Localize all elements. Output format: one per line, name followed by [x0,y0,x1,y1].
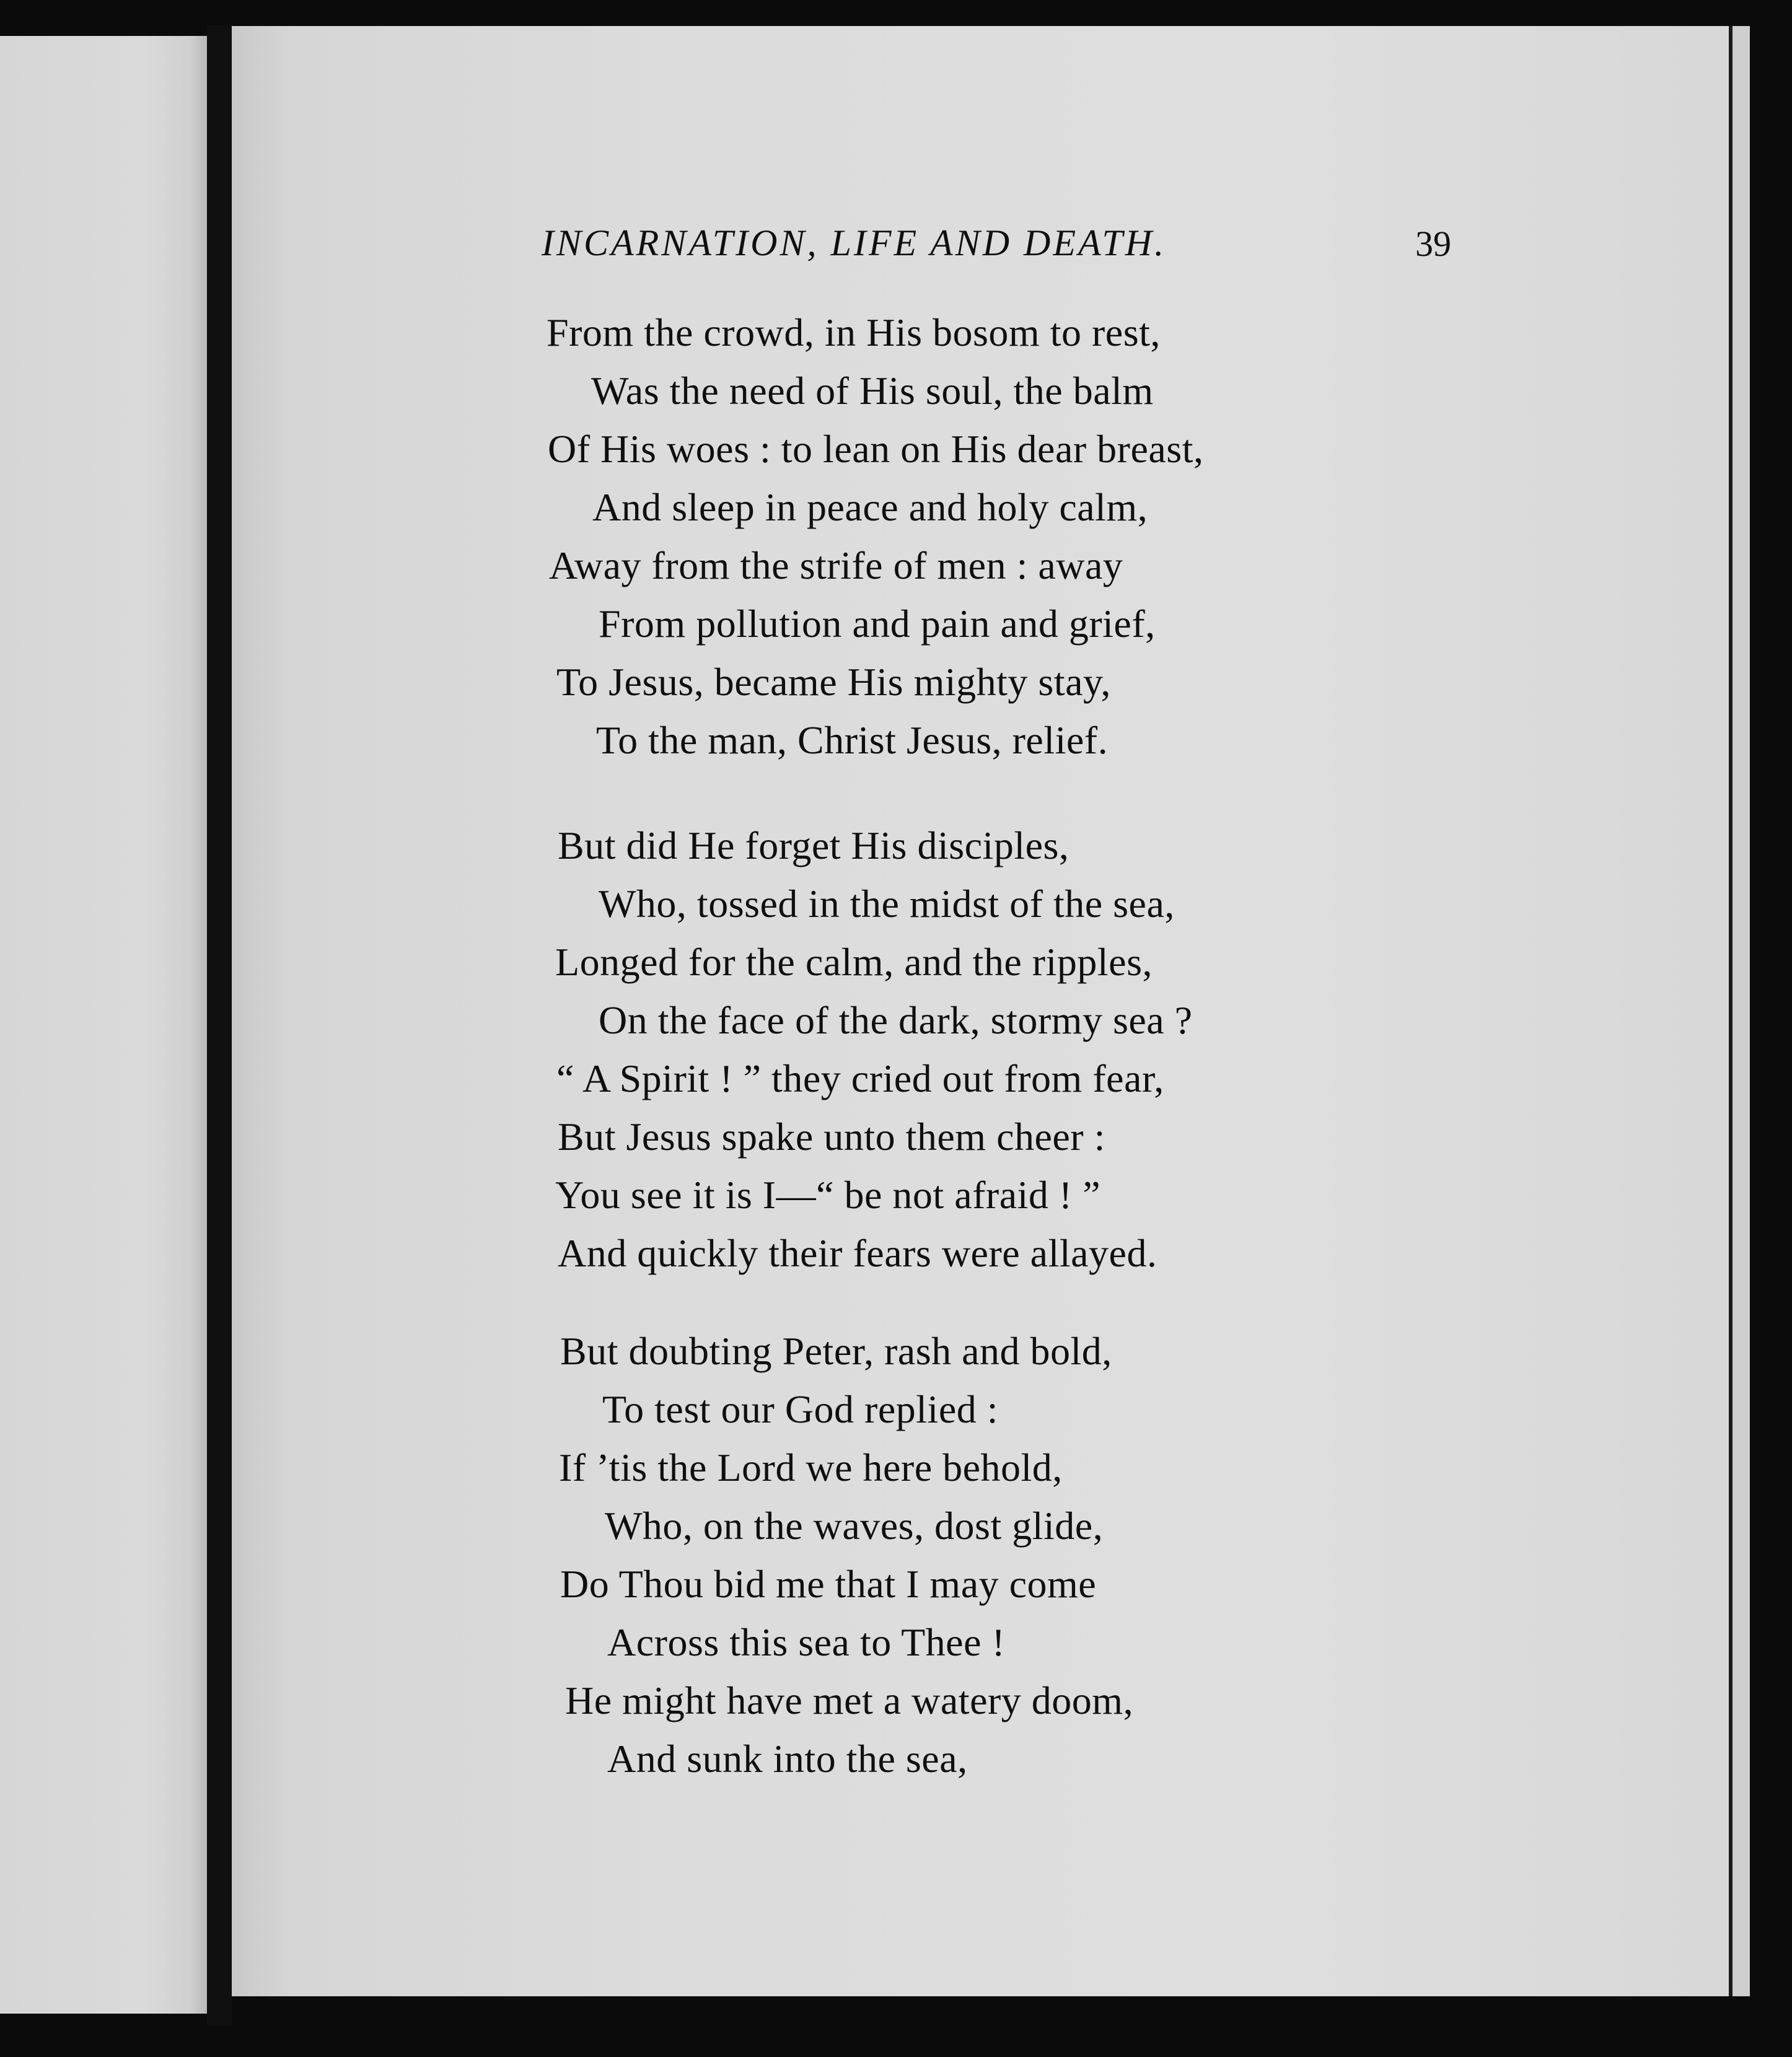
verse-line: To test our God replied : [602,1387,998,1431]
verse-line: But did He forget His disciples, [558,823,1069,867]
verse-line: If ’tis the Lord we here behold, [559,1445,1063,1489]
verse-line: Longed for the calm, and the ripples, [555,940,1153,984]
verse-line: Of His woes : to lean on His dear breast, [548,427,1204,471]
verse-line: Across this sea to Thee ! [607,1620,1006,1664]
verse-line: Was the need of His soul, the balm [591,369,1154,413]
verse-line: He might have met a watery doom, [565,1678,1134,1722]
verse-line: Do Thou bid me that I may come [560,1562,1097,1606]
page-number: 39 [1415,224,1451,264]
verse-line: From the crowd, in His bosom to rest, [547,310,1161,354]
verse-line: To the man, Christ Jesus, relief. [596,718,1109,762]
verse-line: Away from the strife of men : away [549,543,1123,587]
verse-line: And quickly their fears were allayed. [558,1231,1157,1275]
verse-line: Who, tossed in the midst of the sea, [599,882,1175,926]
verse-line: And sleep in peace and holy calm, [592,485,1148,529]
verse-line: On the face of the dark, stormy sea ? [599,998,1193,1042]
verse-line: “ A Spirit ! ” they cried out from fear, [556,1056,1164,1100]
previous-page-edge [0,36,207,2014]
verse-line: And sunk into the sea, [607,1737,968,1781]
verse-line: Who, on the waves, dost glide, [605,1504,1104,1548]
verse-line: To Jesus, became His mighty stay, [556,660,1111,704]
verse-line: But Jesus spake unto them cheer : [558,1115,1105,1159]
verse-line: From pollution and pain and grief, [599,602,1156,646]
running-head: INCARNATION, LIFE AND DEATH. [542,222,1167,263]
page-right-edge [1729,26,1750,1996]
book-gutter [207,25,232,2026]
verse-line: But doubting Peter, rash and bold, [560,1329,1112,1373]
verse-line: You see it is I—“ be not afraid ! ” [555,1173,1101,1217]
